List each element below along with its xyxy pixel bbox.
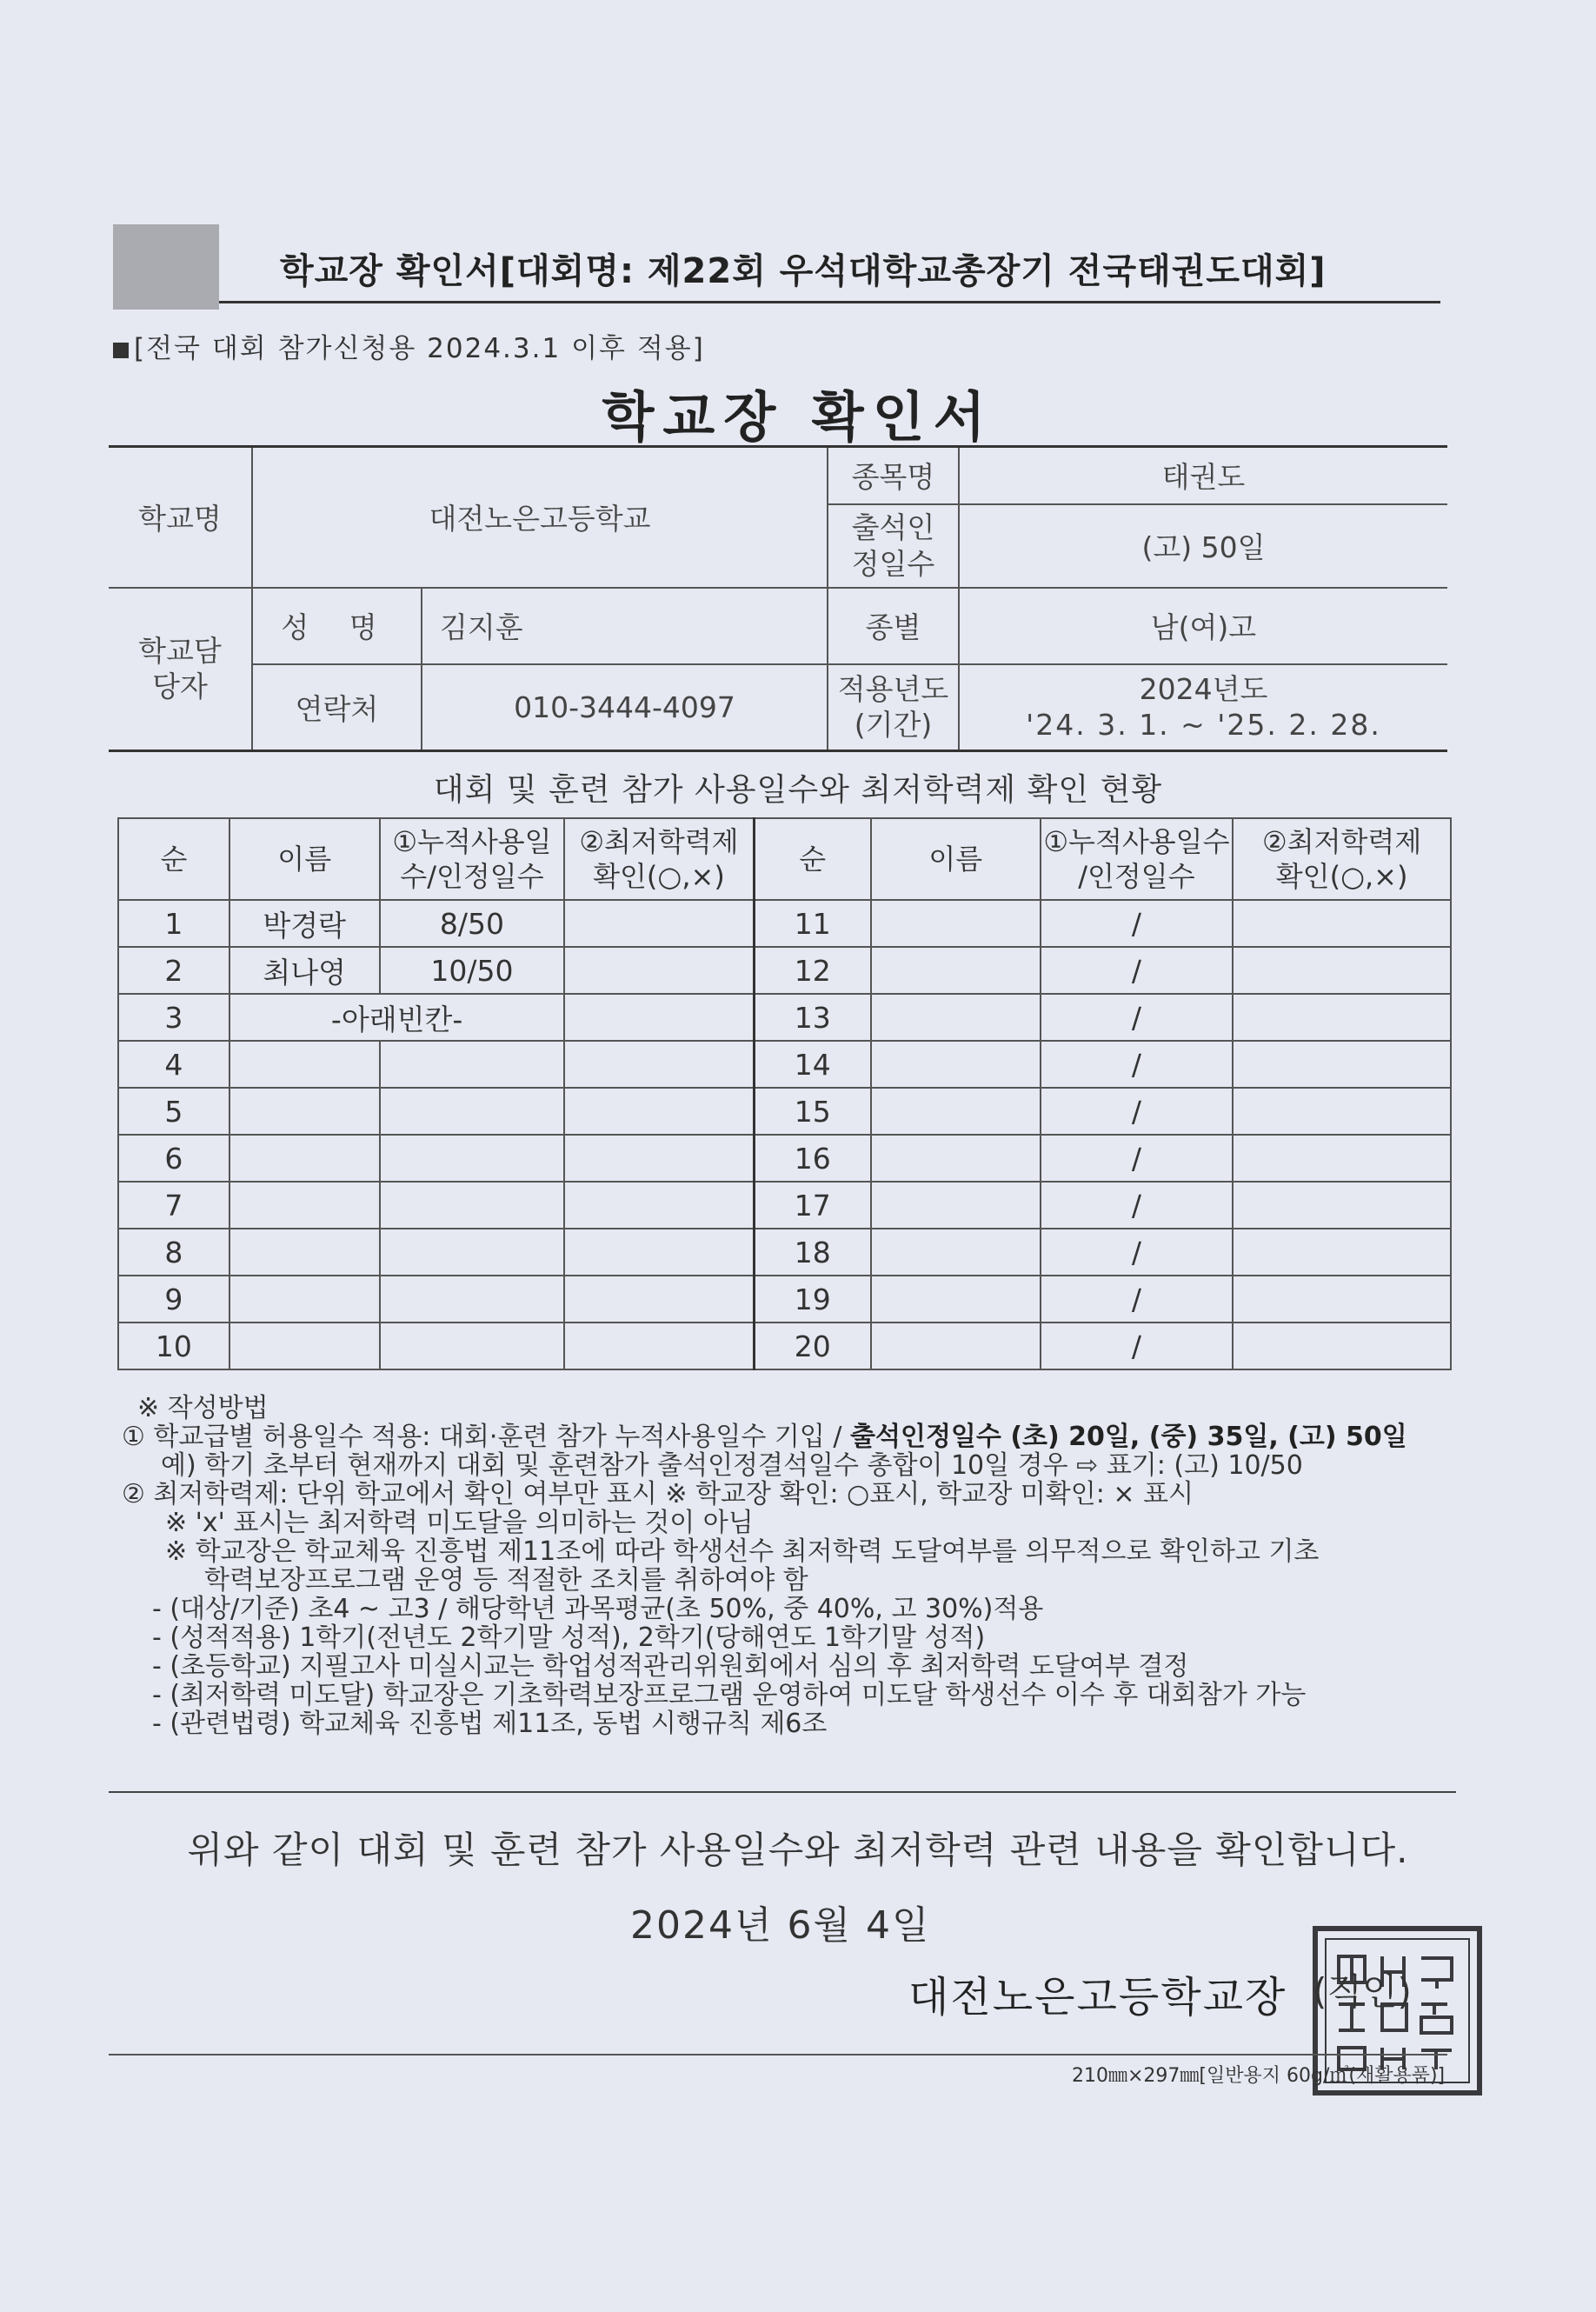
row-note-merged: -아래빈칸- xyxy=(229,994,565,1041)
contact-person-label xyxy=(109,588,252,751)
row-seq-right: 12 xyxy=(754,947,871,994)
writing-instructions xyxy=(122,1394,1460,1738)
year-label-line2: (기간) xyxy=(854,708,933,743)
row-seq: 6 xyxy=(118,1135,229,1182)
row-seq-right: 15 xyxy=(754,1088,871,1135)
row-days xyxy=(380,1182,565,1229)
row-seq: 4 xyxy=(118,1041,229,1088)
table-row xyxy=(118,1323,1451,1369)
row-seq: 9 xyxy=(118,1276,229,1323)
row-check xyxy=(564,1041,754,1088)
note-2-b1: ※ 학교장은 학교체육 진흥법 제11조에 따라 학생선수 최저학력 도달여부를 의무적으로 확인하고 기초 xyxy=(165,1536,1320,1567)
detail-5: - (관련법령) 학교체육 진흥법 제11조, 동법 시행규칙 제6조 xyxy=(152,1709,828,1739)
header-name-left: 이름 xyxy=(229,818,380,900)
row-check xyxy=(564,947,754,994)
table-row xyxy=(118,947,1451,994)
detail-1: - (대상/기준) 초4 ~ 고3 / 해당학년 과목평균(초 50%, 중 40%, 고 30%)적용 xyxy=(152,1594,1044,1624)
doc-heading: 학교장 확인서[대회명: 제22회 우석대학교총장기 전국태권도대회] xyxy=(280,251,1327,291)
header-name-right: 이름 xyxy=(871,818,1041,900)
row-days-right: / xyxy=(1041,1276,1234,1323)
row-seq: 10 xyxy=(118,1323,229,1369)
row-name xyxy=(229,1323,380,1369)
row-name-right xyxy=(871,1276,1041,1323)
row-check-right xyxy=(1233,1041,1451,1088)
row-check-right xyxy=(1233,1182,1451,1229)
info-table xyxy=(109,445,1447,752)
phone-value: 010-3444-4097 xyxy=(422,664,828,751)
phone-label: 연락처 xyxy=(252,664,422,751)
contact-person-label-text: 학교담당자 xyxy=(138,634,222,704)
year-value-line1: 2024년도 xyxy=(1139,672,1268,706)
name-value: 김지훈 xyxy=(422,588,828,664)
name-label: 성 명 xyxy=(252,588,422,664)
notes-heading: ※ 작성방법 xyxy=(137,1393,269,1423)
row-name-right xyxy=(871,1182,1041,1229)
row-days-right: / xyxy=(1041,1088,1234,1135)
row-days xyxy=(380,1135,565,1182)
row-seq-right: 20 xyxy=(754,1323,871,1369)
table-row xyxy=(118,1041,1451,1088)
row-check xyxy=(564,1182,754,1229)
row-days xyxy=(380,1276,565,1323)
row-days-right: / xyxy=(1041,1229,1234,1276)
bottom-rule xyxy=(109,2054,1447,2055)
row-check-right xyxy=(1233,994,1451,1041)
detail-2: - (성적적용) 1학기(전년도 2학기말 성적), 2학기(당해연도 1학기말 성적) xyxy=(152,1622,986,1653)
row-name-right xyxy=(871,947,1041,994)
heading-rule xyxy=(219,301,1440,303)
seal-label: (직인) xyxy=(1313,1970,1412,2013)
row-name-right xyxy=(871,1135,1041,1182)
row-name xyxy=(229,1135,380,1182)
row-check-right xyxy=(1233,1229,1451,1276)
header-seq-left: 순 xyxy=(118,818,229,900)
attend-label-text: 출석인정일수 xyxy=(851,510,935,581)
note-2-a: ※ 'x' 표시는 최저학력 미도달을 의미하는 것이 아님 xyxy=(165,1508,754,1538)
row-check-right xyxy=(1233,1276,1451,1323)
header-min-left-line2: 확인(○,×) xyxy=(593,860,725,893)
row-check-right xyxy=(1233,1088,1451,1135)
sub-note-text: [전국 대회 참가신청용 2024.3.1 이후 적용] xyxy=(134,333,705,364)
page-title: 학교장 확인서 xyxy=(602,385,994,449)
confirmation-statement: 위와 같이 대회 및 훈련 참가 사용일수와 최저학력 관련 내용을 확인합니다. xyxy=(187,1829,1409,1871)
table-title: 대회 및 훈련 참가 사용일수와 최저학력제 확인 현황 xyxy=(433,772,1163,808)
row-days xyxy=(380,1323,565,1369)
header-min-left-line1: ②최저학력제 xyxy=(579,825,739,858)
row-check xyxy=(564,1135,754,1182)
row-check xyxy=(564,1276,754,1323)
row-name xyxy=(229,1276,380,1323)
row-check xyxy=(564,1088,754,1135)
table-row xyxy=(118,994,1451,1041)
detail-4: - (최저학력 미도달) 학교장은 기초학력보장프로그램 운영하여 미도달 학생선수 이수 후 대회참가 가능 xyxy=(152,1680,1307,1710)
row-days-right: / xyxy=(1041,1041,1234,1088)
header-days-right-line2: /인정일수 xyxy=(1078,860,1195,893)
gender-label: 종별 xyxy=(828,588,959,664)
table-row xyxy=(118,1229,1451,1276)
row-name xyxy=(229,1182,380,1229)
notes-rule xyxy=(109,1791,1456,1793)
row-name xyxy=(229,1041,380,1088)
row-seq: 5 xyxy=(118,1088,229,1135)
year-value-line2: '24. 3. 1. ~ '25. 2. 28. xyxy=(1026,708,1381,743)
row-seq-right: 16 xyxy=(754,1135,871,1182)
row-name xyxy=(229,1088,380,1135)
year-value xyxy=(959,664,1447,751)
note-1-bold: 출석인정일수 (초) 20일, (중) 35일, (고) 50일 xyxy=(850,1422,1407,1452)
row-days-right: / xyxy=(1041,1182,1234,1229)
row-check xyxy=(564,900,754,947)
school-label: 학교명 xyxy=(109,447,252,588)
row-seq-right: 19 xyxy=(754,1276,871,1323)
header-min-right xyxy=(1233,818,1451,900)
row-seq: 7 xyxy=(118,1182,229,1229)
row-seq: 2 xyxy=(118,947,229,994)
row-name-right xyxy=(871,1229,1041,1276)
gender-value: 남(여)고 xyxy=(959,588,1447,664)
year-label xyxy=(828,664,959,751)
table-row xyxy=(118,1088,1451,1135)
note-1 xyxy=(122,1423,1460,1451)
school-value: 대전노은고등학교 xyxy=(252,447,828,588)
issue-date: 2024년 6월 4일 xyxy=(630,1903,931,1948)
row-days xyxy=(380,1229,565,1276)
row-days-right: / xyxy=(1041,1135,1234,1182)
row-check-right xyxy=(1233,947,1451,994)
row-seq: 1 xyxy=(118,900,229,947)
row-days-right: / xyxy=(1041,900,1234,947)
event-label: 종목명 xyxy=(828,447,959,504)
row-name-right xyxy=(871,1323,1041,1369)
header-min-right-line2: 확인(○,×) xyxy=(1275,860,1408,893)
note-1-text: ① 학교급별 허용일수 적용: 대회·훈련 참가 누적사용일수 기입 / xyxy=(122,1422,850,1452)
row-days xyxy=(380,1041,565,1088)
row-check-right xyxy=(1233,900,1451,947)
year-label-line1: 적용년도 xyxy=(837,672,949,706)
row-seq-right: 13 xyxy=(754,994,871,1041)
row-seq-right: 14 xyxy=(754,1041,871,1088)
row-days-right: / xyxy=(1041,994,1234,1041)
attend-label xyxy=(828,504,959,588)
row-days-right: / xyxy=(1041,1323,1234,1369)
note-2-b2: 학력보장프로그램 운영 등 적절한 조치를 취하여야 함 xyxy=(204,1565,808,1596)
header-days-left-line2: 수/인정일수 xyxy=(400,860,544,893)
row-name-right xyxy=(871,994,1041,1041)
header-days-left-line1: ①누적사용일 xyxy=(392,825,552,858)
row-days: 8/50 xyxy=(380,900,565,947)
row-name-right xyxy=(871,1088,1041,1135)
row-seq-right: 17 xyxy=(754,1182,871,1229)
row-name: 박경락 xyxy=(229,900,380,947)
detail-3: - (초등학교) 지필고사 미실시교는 학업성적관리위원회에서 심의 후 최저학력 도달여부 결정 xyxy=(152,1651,1189,1682)
header-min-right-line1: ②최저학력제 xyxy=(1262,825,1422,858)
row-days: 10/50 xyxy=(380,947,565,994)
row-check xyxy=(564,1229,754,1276)
row-name: 최나영 xyxy=(229,947,380,994)
row-check-right xyxy=(1233,1323,1451,1369)
row-check-right xyxy=(1233,1135,1451,1182)
row-days-right: / xyxy=(1041,947,1234,994)
table-row xyxy=(118,1182,1451,1229)
participation-table xyxy=(117,817,1452,1370)
table-row xyxy=(118,1135,1451,1182)
header-min-left xyxy=(564,818,754,900)
header-days-right xyxy=(1041,818,1234,900)
header-seq-right: 순 xyxy=(754,818,871,900)
row-name xyxy=(229,1229,380,1276)
row-name-right xyxy=(871,1041,1041,1088)
row-days xyxy=(380,1088,565,1135)
event-value: 태권도 xyxy=(959,447,1447,504)
row-check xyxy=(564,994,754,1041)
table-row xyxy=(118,1276,1451,1323)
principal-signature: 대전노은고등학교장 xyxy=(908,1973,1287,2022)
header-days-right-line1: ①누적사용일수 xyxy=(1043,825,1230,858)
paper-spec: 210㎜×297㎜[일반용지 60g/㎡(재활용품)] xyxy=(1072,2065,1446,2087)
row-seq-right: 11 xyxy=(754,900,871,947)
attend-value: (고) 50일 xyxy=(959,504,1447,588)
note-2: ② 최저학력제: 단위 학교에서 확인 여부만 표시 ※ 학교장 확인: ○표시, 학교장 미확인: × 표시 xyxy=(122,1479,1194,1509)
sub-note xyxy=(113,326,705,365)
row-seq: 8 xyxy=(118,1229,229,1276)
header-shade-block xyxy=(113,224,219,310)
row-seq: 3 xyxy=(118,994,229,1041)
row-seq-right: 18 xyxy=(754,1229,871,1276)
square-bullet-icon xyxy=(113,343,129,358)
table-row xyxy=(118,900,1451,947)
row-check xyxy=(564,1323,754,1369)
row-name-right xyxy=(871,900,1041,947)
header-days-left xyxy=(380,818,565,900)
note-1-example: 예) 학기 초부터 현재까지 대회 및 훈련참가 출석인정결석일수 총합이 10일 경우 ⇨ 표기: (고) 10/50 xyxy=(161,1450,1303,1481)
